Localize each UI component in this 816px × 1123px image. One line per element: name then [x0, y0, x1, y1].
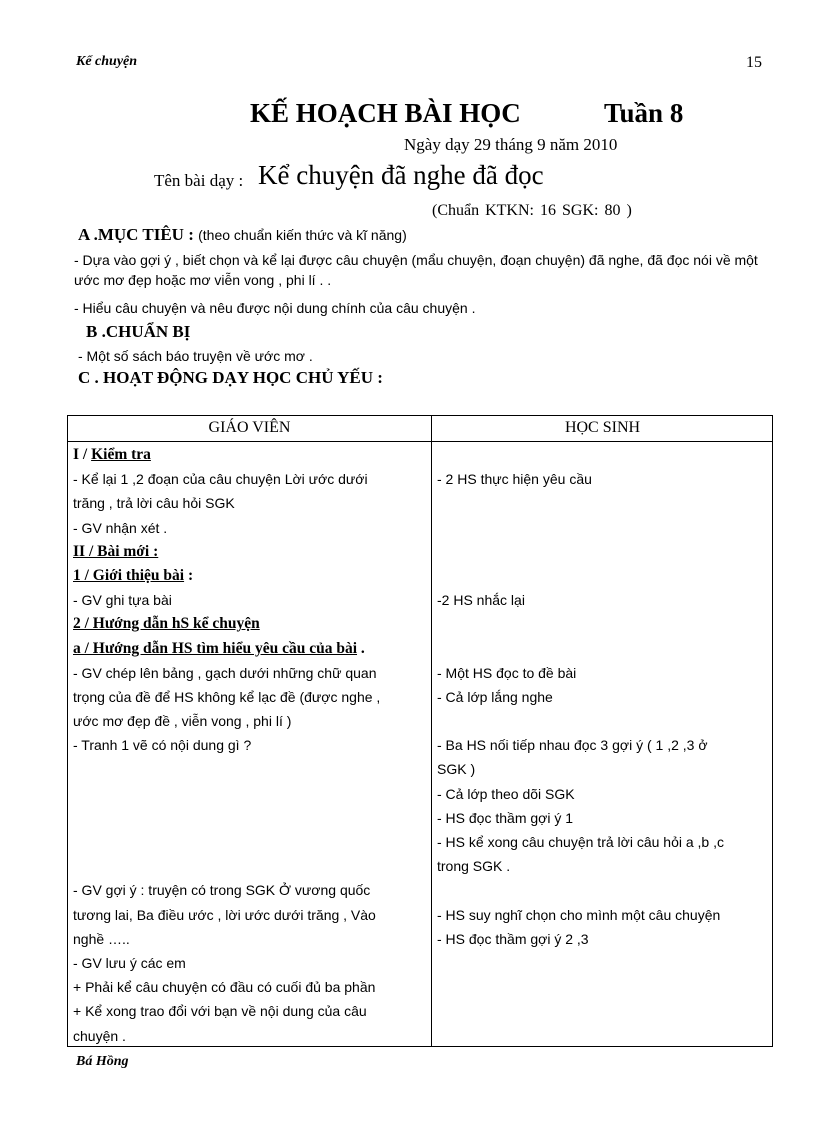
student-line: - Ba HS nối tiếp nhau đọc 3 gợi ý ( 1 ,2 ,3 ở [437, 737, 708, 754]
teacher-line: - GV chép lên bảng , gạch dưới những chữ quan [73, 664, 377, 681]
column-divider [431, 416, 432, 1046]
teacher-line: - GV ghi tựa bài [73, 592, 172, 609]
heading-huong-dan: 2 / Hướng dẫn hS kể chuyện [73, 615, 260, 633]
student-column-header: HỌC SINH [564, 419, 641, 436]
section-b-heading: B .CHUẨN BỊ [86, 322, 191, 341]
teacher-line: - Kể lại 1 ,2 đoạn của câu chuyện Lời ước dưới [73, 471, 368, 488]
teacher-line: - GV gợi ý : truyện có trong SGK Ở vương quốc [73, 882, 371, 899]
teacher-line: - GV nhận xét . [73, 519, 168, 536]
standard-reference: (Chuẩn KTKN: 16 SGK: 80 ) [432, 202, 632, 219]
student-line: SGK ) [437, 761, 476, 778]
section-a-note: (theo chuẩn kiến thức và kĩ năng) [198, 227, 407, 243]
header-row-line [68, 441, 772, 442]
teacher-line: + Kể xong trao đổi với bạn về nội dung của câu [73, 1003, 367, 1020]
page-title: KẾ HOẠCH BÀI HỌC [250, 98, 521, 128]
heading-bai-moi: II / Bài mới : [73, 542, 159, 560]
student-line: - Cả lớp lắng nghe [437, 688, 553, 705]
teacher-column-header: GIÁO VIÊN [208, 419, 291, 436]
student-line: - HS đọc thầm gợi ý 1 [437, 809, 574, 826]
page-number: 15 [746, 54, 762, 71]
teacher-line: ước mơ đẹp đề , viễn vong , phi lí ) [73, 713, 292, 730]
preparation-item: - Một số sách báo truyện về ước mơ . [78, 348, 313, 364]
student-line: - HS đọc thầm gợi ý 2 ,3 [437, 930, 589, 947]
objective-1: - Dựa vào gợi ý , biết chọn và kể lại được câu chuyện (mẩu chuyện, đoạn chuyện) đã nghe, đã đọc nói về một ước mơ đẹp hoặc mơ viễn vong , phi lí . . [74, 252, 758, 288]
activity-table [67, 415, 773, 1047]
week-label: Tuần 8 [604, 98, 684, 128]
objective-2: - Hiểu câu chuyện và nêu được nội dung chính của câu chuyện . [74, 300, 476, 316]
heading-kiem-tra: I / Kiểm tra [73, 446, 151, 463]
footer-author: Bá Hồng [76, 1054, 129, 1069]
student-line: - Một HS đọc to đề bài [437, 664, 577, 681]
teacher-cell [73, 443, 425, 1048]
teacher-line: trăng , trả lời câu hỏi SGK [73, 495, 235, 512]
student-line: - 2 HS thực hiện yêu cầu [437, 471, 592, 488]
lesson-title: Kể chuyện đã nghe đã đọc [258, 160, 544, 190]
student-line: - HS kể xong câu chuyện trả lời câu hỏi a ,b ,c [437, 834, 724, 850]
student-cell [437, 443, 769, 951]
student-line: -2 HS nhắc lại [437, 592, 525, 609]
teacher-line: chuyện . [73, 1027, 126, 1044]
teacher-line: + Phải kể câu chuyện có đầu có cuối đủ ba phần [73, 979, 376, 996]
section-a [78, 225, 407, 245]
heading-tim-hieu: a / Hướng dẫn HS tìm hiểu yêu cầu của bài . [73, 639, 365, 657]
lesson-label: Tên bài dạy : [154, 171, 244, 190]
teacher-line: nghề ….. [73, 930, 130, 947]
teacher-line: tương lai, Ba điều ước , lời ước dưới trăng , Vào [73, 906, 376, 923]
header-subject: Kể chuyện [76, 54, 138, 69]
section-a-heading: A .MỤC TIÊU : [78, 225, 194, 244]
heading-gioi-thieu: 1 / Giới thiệu bài : [73, 566, 194, 584]
student-line: - Cả lớp theo dõi SGK [437, 785, 575, 802]
student-line: - HS suy nghĩ chọn cho mình một câu chuyện [437, 906, 721, 923]
teacher-line: - Tranh 1 vẽ có nội dung gì ? [73, 737, 252, 754]
section-c-heading: C . HOẠT ĐỘNG DẠY HỌC CHỦ YẾU : [78, 368, 383, 387]
teacher-line: trọng của đề để HS không kể lạc đề (được nghe , [73, 688, 381, 705]
teaching-date: Ngày dạy 29 tháng 9 năm 2010 [404, 135, 618, 154]
student-line: trong SGK . [437, 858, 511, 875]
teacher-line: - GV lưu ý các em [73, 954, 186, 971]
